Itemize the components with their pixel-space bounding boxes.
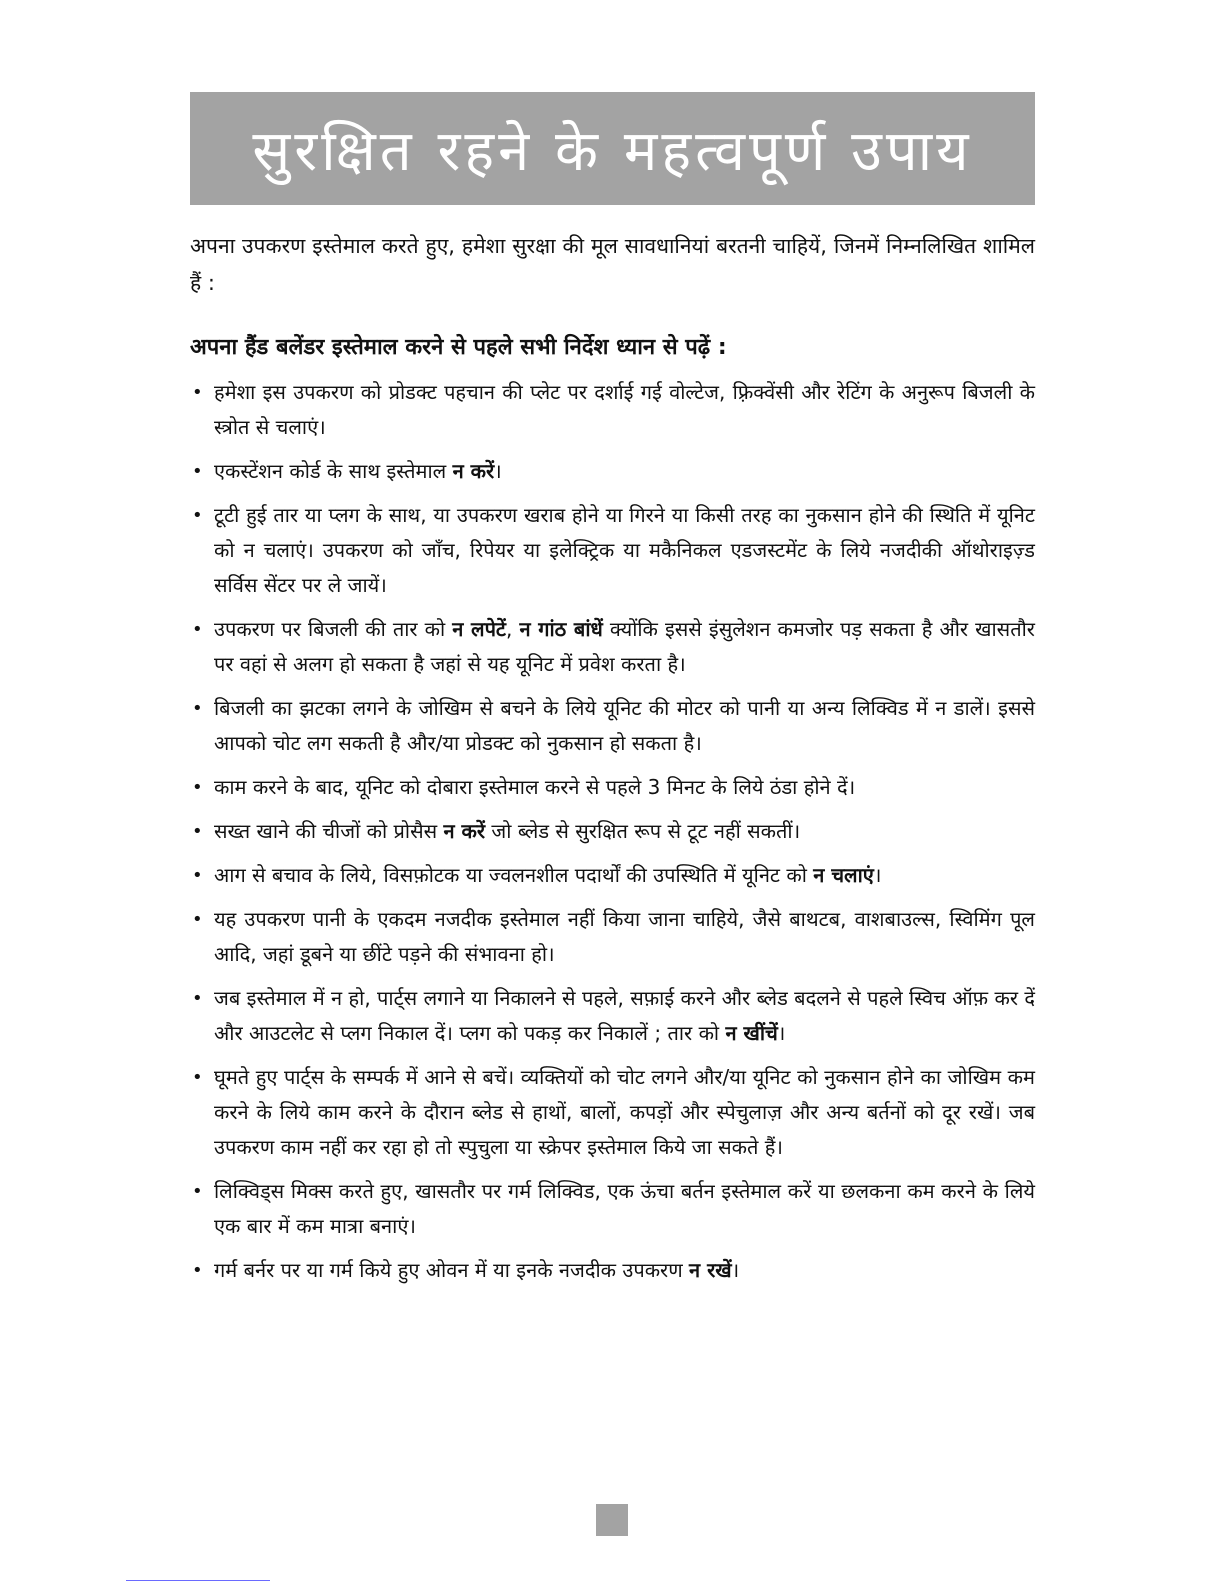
bullet-icon: •	[192, 777, 203, 798]
rule-text: उपकरण पर बिजली की तार को	[214, 617, 453, 641]
list-item	[190, 612, 1035, 682]
rule-text-mid: ,	[506, 617, 520, 641]
page-number-box	[596, 1504, 628, 1536]
list-item	[190, 454, 1035, 489]
bullet-icon: •	[192, 461, 203, 482]
list-item	[190, 981, 1035, 1051]
rule-text-end: ।	[777, 1021, 786, 1045]
rule-emphasis: न चलाएं	[813, 863, 874, 887]
intro-paragraph: अपना उपकरण इस्तेमाल करते हुए, हमेशा सुरक्षा की मूल सावधानियां बरतनी चाहियें, जिनमें निम्नलिखित शामिल हैं :	[190, 234, 1035, 295]
rule-text: आग से बचाव के लिये, विसफ़ोटक या ज्वलनशील पदार्थों की उपस्थिति में यूनिट को	[214, 863, 814, 887]
bullet-icon: •	[192, 1181, 203, 1202]
rule-text-end: ।	[494, 459, 502, 483]
rule-text: घूमते हुए पार्ट्स के सम्पर्क में आने से बचें। व्यक्तियों को चोट लगने और/या यूनिट को नुकसान होने का जोखिम कम करने के लिये काम करने के दौरान ब्लेड से हाथों, बालों, कपड़ों और स्पेचुलाज़ और अन्य बर्तनों को दूर रखें। जब उपकरण काम नहीं कर रहा हो तो स्पुचुला या स्क्रेपर इस्तेमाल किये जा सकते हैं।	[214, 1065, 1035, 1159]
rule-emphasis: न रखें	[689, 1258, 732, 1282]
bullet-icon: •	[192, 821, 203, 842]
bullet-icon: •	[192, 988, 203, 1009]
bullet-icon: •	[192, 619, 203, 640]
rule-text-end: जो ब्लेड से सुरक्षित रूप से टूट नहीं सकतीं।	[485, 819, 801, 843]
safety-rules-list	[190, 375, 1035, 1297]
list-item	[190, 691, 1035, 761]
list-item	[190, 814, 1035, 849]
rule-text: यह उपकरण पानी के एकदम नजदीक इस्तेमाल नहीं किया जाना चाहिये, जैसे बाथटब, वाशबाउल्स, स्विमिंग पूल आदि, जहां डूबने या छींटे पड़ने की संभावना हो।	[214, 907, 1035, 966]
rule-text: सख्त खाने की चीजों को प्रोसैस	[214, 819, 444, 843]
rule-emphasis: न खींचें	[725, 1021, 778, 1045]
bullet-icon: •	[192, 698, 203, 719]
list-item	[190, 902, 1035, 972]
footer-rule	[126, 1580, 270, 1581]
list-item	[190, 858, 1035, 893]
page-title: सुरक्षित रहने के महत्वपूर्ण उपाय	[252, 118, 973, 184]
rule-emphasis: न लपेटें	[452, 617, 507, 641]
rule-emphasis: न करें	[443, 819, 486, 843]
rule-emphasis: न करें	[452, 459, 495, 483]
rule-text-end: ।	[873, 863, 882, 887]
rule-text: एकस्टेंशन कोर्ड के साथ इस्तेमाल	[214, 459, 453, 483]
bullet-icon: •	[192, 909, 203, 930]
list-item	[190, 1253, 1035, 1288]
rule-text: लिक्विड्स मिक्स करते हुए, खासतौर पर गर्म लिक्विड, एक ऊंचा बर्तन इस्तेमाल करें या छलकना कम करने के लिये एक बार में कम मात्रा बनाएं।	[214, 1179, 1035, 1238]
section-heading: अपना हैंड बलेंडर इस्तेमाल करने से पहले सभी निर्देश ध्यान से पढ़ें :	[190, 335, 727, 360]
rule-text-end: क्योंकि इससे इंसुलेशन कमजोर पड़ सकता है और खासतौर पर वहां से अलग हो सकता है जहां से यह यूनिट में प्रवेश करता है।	[214, 617, 1035, 676]
rule-text: जब इस्तेमाल में न हो, पार्ट्स लगाने या निकालने से पहले, सफ़ाई करने और ब्लेड बदलने से पहले स्विच ऑफ़ कर दें और आउटलेट से प्लग निकाल दें। प्लग को पकड़ कर निकालें ; तार को	[214, 986, 1035, 1045]
bullet-icon: •	[192, 865, 203, 886]
rule-text-end: ।	[731, 1258, 740, 1282]
rule-text: गर्म बर्नर पर या गर्म किये हुए ओवन में या इनके नजदीक उपकरण	[214, 1258, 690, 1282]
rule-text: टूटी हुई तार या प्लग के साथ, या उपकरण खराब होने या गिरने या किसी तरह का नुकसान होने की स्थिति में यूनिट को न चलाएं। उपकरण को जाँच, रिपेयर या इलेक्ट्रिक या मकैनिकल एडजस्टमेंट के लिये नजदीकी ऑथोराइज़्ड सर्विस सेंटर पर ले जायें।	[214, 503, 1035, 597]
rule-text: हमेशा इस उपकरण को प्रोडक्ट पहचान की प्लेट पर दर्शाई गई वोल्टेज, फ़्रिक्वेंसी और रेटिंग के अनुरूप बिजली के स्त्रोत से चलाएं।	[214, 380, 1035, 439]
bullet-icon: •	[192, 382, 203, 403]
bullet-icon: •	[192, 505, 203, 526]
rule-emphasis-2: न गांठ बांधें	[519, 617, 603, 641]
list-item	[190, 498, 1035, 603]
list-item	[190, 770, 1035, 805]
rule-text: बिजली का झटका लगने के जोखिम से बचने के लिये यूनिट की मोटर को पानी या अन्य लिक्विड में न डालें। इससे आपको चोट लग सकती है और/या प्रोडक्ट को नुकसान हो सकता है।	[214, 696, 1035, 755]
list-item	[190, 375, 1035, 445]
list-item	[190, 1174, 1035, 1244]
rule-text: काम करने के बाद, यूनिट को दोबारा इस्तेमाल करने से पहले 3 मिनट के लिये ठंडा होने दें।	[214, 775, 856, 799]
bullet-icon: •	[192, 1067, 203, 1088]
bullet-icon: •	[192, 1260, 203, 1281]
title-banner	[190, 92, 1035, 205]
list-item	[190, 1060, 1035, 1165]
